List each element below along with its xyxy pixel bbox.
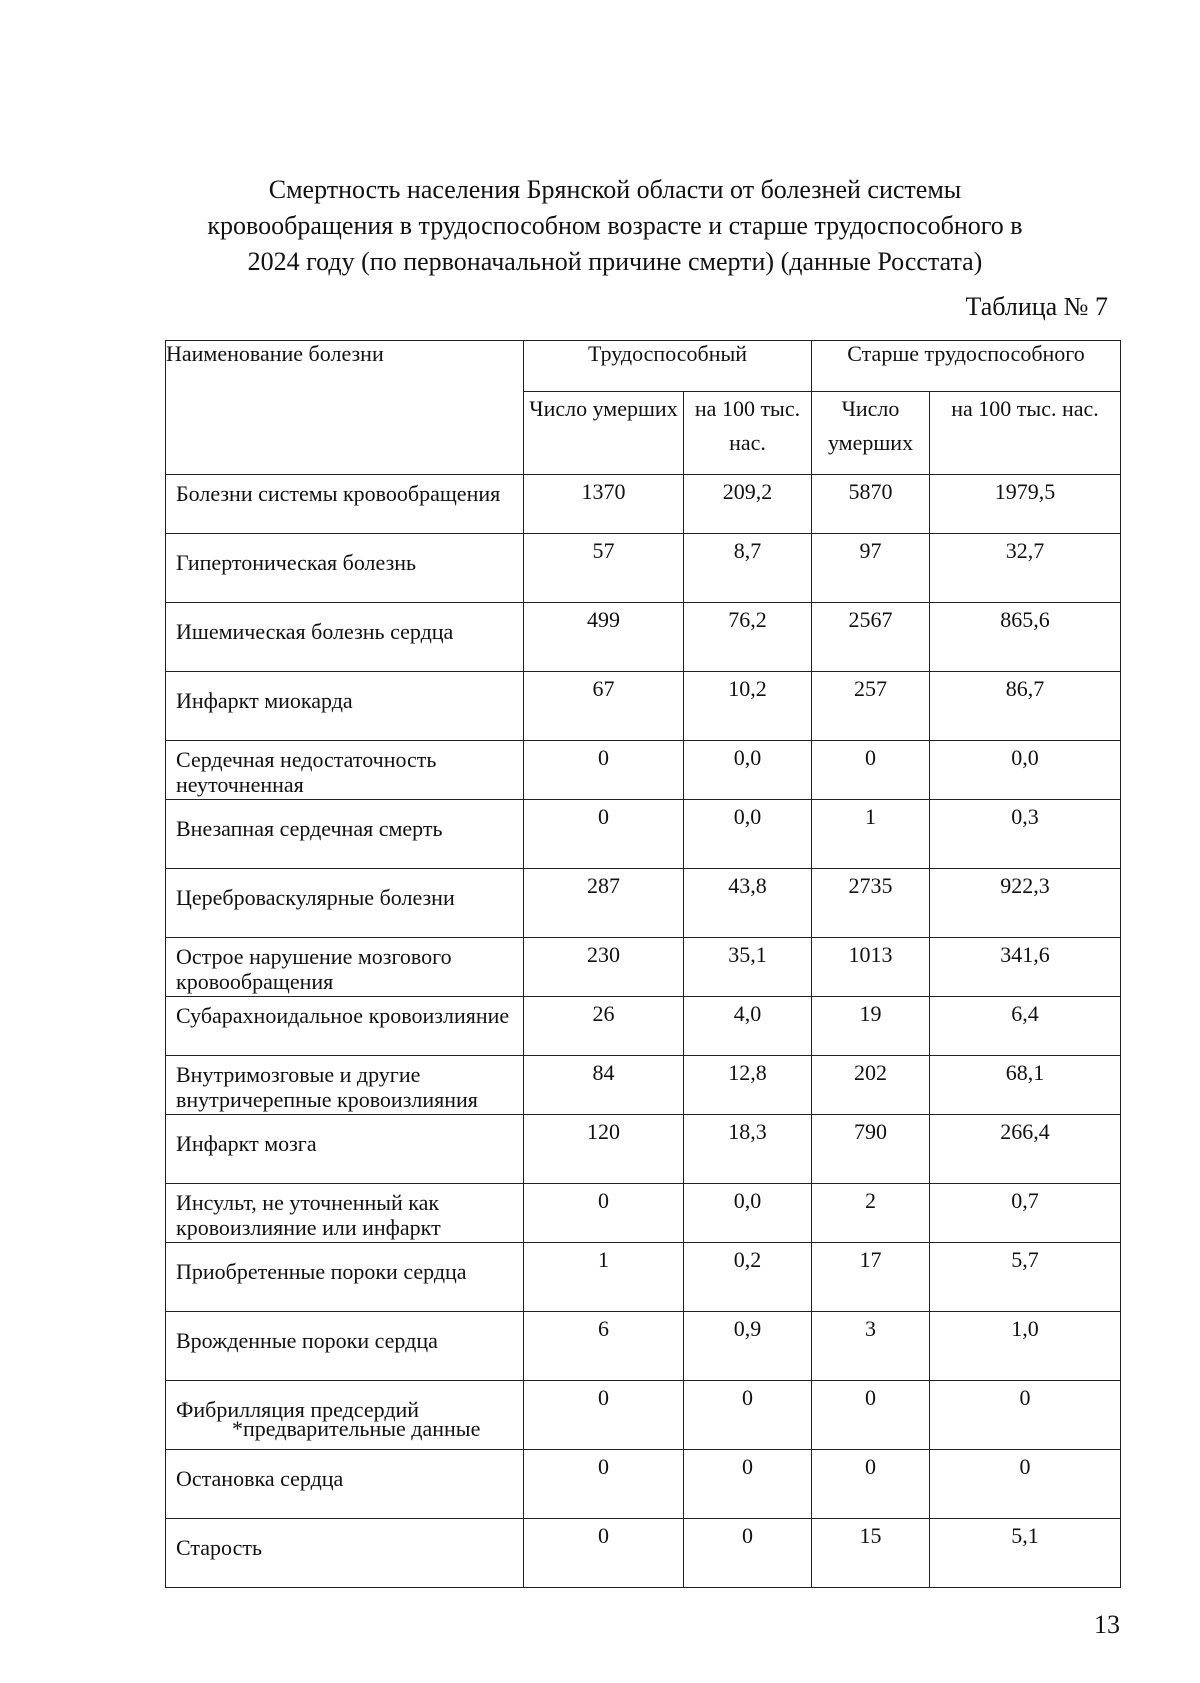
row-disease-name: Ишемическая болезнь сердца <box>166 603 524 672</box>
row-value-v2: 0 <box>684 1381 812 1450</box>
row-value-v2: 0,0 <box>684 741 812 800</box>
row-value-v4: 86,7 <box>930 672 1121 741</box>
row-disease-name: Фибрилляция предсердий <box>166 1381 524 1450</box>
row-value-v4: 0,0 <box>930 741 1121 800</box>
row-value-v2: 10,2 <box>684 672 812 741</box>
row-value-v3: 19 <box>812 997 930 1056</box>
row-value-v3: 1013 <box>812 938 930 997</box>
row-value-v4: 922,3 <box>930 869 1121 938</box>
row-disease-name: Болезни системы кровообращения <box>166 475 524 534</box>
row-value-v1: 0 <box>524 1184 684 1243</box>
row-value-v2: 43,8 <box>684 869 812 938</box>
table-row <box>166 672 1121 741</box>
row-value-v3: 257 <box>812 672 930 741</box>
row-value-v3: 0 <box>812 1381 930 1450</box>
row-value-v1: 499 <box>524 603 684 672</box>
table-row <box>166 997 1121 1056</box>
row-value-v3: 0 <box>812 741 930 800</box>
row-value-v3: 2735 <box>812 869 930 938</box>
table-row <box>166 1243 1121 1312</box>
row-value-v2: 0 <box>684 1450 812 1519</box>
row-value-v1: 230 <box>524 938 684 997</box>
title-line-1: Смертность населения Брянской области от болезней системы <box>268 175 962 204</box>
row-value-v2: 18,3 <box>684 1115 812 1184</box>
table-row <box>166 1450 1121 1519</box>
table-row <box>166 1056 1121 1115</box>
row-value-v3: 5870 <box>812 475 930 534</box>
row-value-v4: 0,7 <box>930 1184 1121 1243</box>
row-disease-name: Инфаркт миокарда <box>166 672 524 741</box>
table-row <box>166 475 1121 534</box>
row-value-v2: 4,0 <box>684 997 812 1056</box>
row-value-v4: 1,0 <box>930 1312 1121 1381</box>
table-row <box>166 938 1121 997</box>
row-value-v1: 1370 <box>524 475 684 534</box>
row-value-v1: 0 <box>524 1519 684 1588</box>
row-value-v1: 0 <box>524 741 684 800</box>
table-row <box>166 1115 1121 1184</box>
row-value-v3: 202 <box>812 1056 930 1115</box>
table-label: Таблица № 7 <box>965 292 1108 321</box>
row-value-v1: 26 <box>524 997 684 1056</box>
row-value-v4: 1979,5 <box>930 475 1121 534</box>
footnote: *предварительные данные <box>232 1416 481 1441</box>
table-row <box>166 1184 1121 1243</box>
mortality-table <box>165 340 1121 1588</box>
row-disease-name: Приобретенные пороки сердца <box>166 1243 524 1312</box>
table-row <box>166 534 1121 603</box>
row-value-v3: 790 <box>812 1115 930 1184</box>
row-value-v3: 3 <box>812 1312 930 1381</box>
row-value-v2: 8,7 <box>684 534 812 603</box>
header-over-working-age: Старше трудоспособного <box>812 341 1121 392</box>
header-deaths-over: Число умерших <box>812 392 930 475</box>
title-line-2: кровообращения в трудоспособном возрасте и старше трудоспособного в <box>207 211 1023 240</box>
table-row <box>166 603 1121 672</box>
table-row <box>166 1519 1121 1588</box>
row-disease-name: Цереброваскулярные болезни <box>166 869 524 938</box>
row-disease-name: Старость <box>166 1519 524 1588</box>
row-value-v2: 209,2 <box>684 475 812 534</box>
row-value-v1: 120 <box>524 1115 684 1184</box>
row-value-v2: 35,1 <box>684 938 812 997</box>
row-disease-name: Остановка сердца <box>166 1450 524 1519</box>
row-value-v3: 15 <box>812 1519 930 1588</box>
row-value-v4: 5,1 <box>930 1519 1121 1588</box>
row-value-v2: 12,8 <box>684 1056 812 1115</box>
row-value-v4: 266,4 <box>930 1115 1121 1184</box>
row-value-v1: 0 <box>524 1450 684 1519</box>
row-value-v3: 97 <box>812 534 930 603</box>
row-disease-name: Гипертоническая болезнь <box>166 534 524 603</box>
title-line-3: 2024 году (по первоначальной причине смерти) (данные Росстата) <box>247 247 983 276</box>
row-disease-name: Инсульт, не уточненный как кровоизлияние или инфаркт <box>166 1184 524 1243</box>
row-value-v4: 865,6 <box>930 603 1121 672</box>
row-value-v2: 0,9 <box>684 1312 812 1381</box>
row-value-v2: 0,0 <box>684 1184 812 1243</box>
table-row <box>166 741 1121 800</box>
row-value-v1: 57 <box>524 534 684 603</box>
row-value-v4: 6,4 <box>930 997 1121 1056</box>
header-working-age: Трудоспособный <box>524 341 812 392</box>
row-disease-name: Сердечная недостаточность неуточненная <box>166 741 524 800</box>
header-disease-name: Наименование болезни <box>166 341 524 475</box>
row-value-v2: 0,0 <box>684 800 812 869</box>
page-number: 13 <box>1094 1610 1120 1639</box>
row-value-v4: 32,7 <box>930 534 1121 603</box>
row-value-v4: 0 <box>930 1450 1121 1519</box>
row-value-v3: 1 <box>812 800 930 869</box>
row-value-v4: 68,1 <box>930 1056 1121 1115</box>
row-disease-name: Инфаркт мозга <box>166 1115 524 1184</box>
row-disease-name: Внутримозговые и другие внутричерепные кровоизлияния <box>166 1056 524 1115</box>
row-value-v2: 0,2 <box>684 1243 812 1312</box>
row-value-v4: 0,3 <box>930 800 1121 869</box>
row-disease-name: Субарахноидальное кровоизлияние <box>166 997 524 1056</box>
row-value-v1: 0 <box>524 1381 684 1450</box>
row-value-v1: 1 <box>524 1243 684 1312</box>
row-value-v3: 0 <box>812 1450 930 1519</box>
row-value-v3: 2 <box>812 1184 930 1243</box>
header-deaths-working: Число умерших <box>524 392 684 475</box>
row-value-v1: 84 <box>524 1056 684 1115</box>
row-value-v3: 17 <box>812 1243 930 1312</box>
table-row <box>166 800 1121 869</box>
row-value-v1: 67 <box>524 672 684 741</box>
row-value-v2: 76,2 <box>684 603 812 672</box>
row-disease-name: Внезапная сердечная смерть <box>166 800 524 869</box>
row-value-v4: 0 <box>930 1381 1121 1450</box>
row-value-v4: 5,7 <box>930 1243 1121 1312</box>
table-row <box>166 1312 1121 1381</box>
row-value-v2: 0 <box>684 1519 812 1588</box>
row-disease-name: Острое нарушение мозгового кровообращения <box>166 938 524 997</box>
page-title <box>150 172 1080 280</box>
table-row <box>166 869 1121 938</box>
header-rate-working: на 100 тыс. нас. <box>684 392 812 475</box>
row-value-v1: 287 <box>524 869 684 938</box>
row-value-v1: 0 <box>524 800 684 869</box>
row-value-v3: 2567 <box>812 603 930 672</box>
header-rate-over: на 100 тыс. нас. <box>930 392 1121 475</box>
row-value-v1: 6 <box>524 1312 684 1381</box>
row-value-v4: 341,6 <box>930 938 1121 997</box>
row-disease-name: Врожденные пороки сердца <box>166 1312 524 1381</box>
